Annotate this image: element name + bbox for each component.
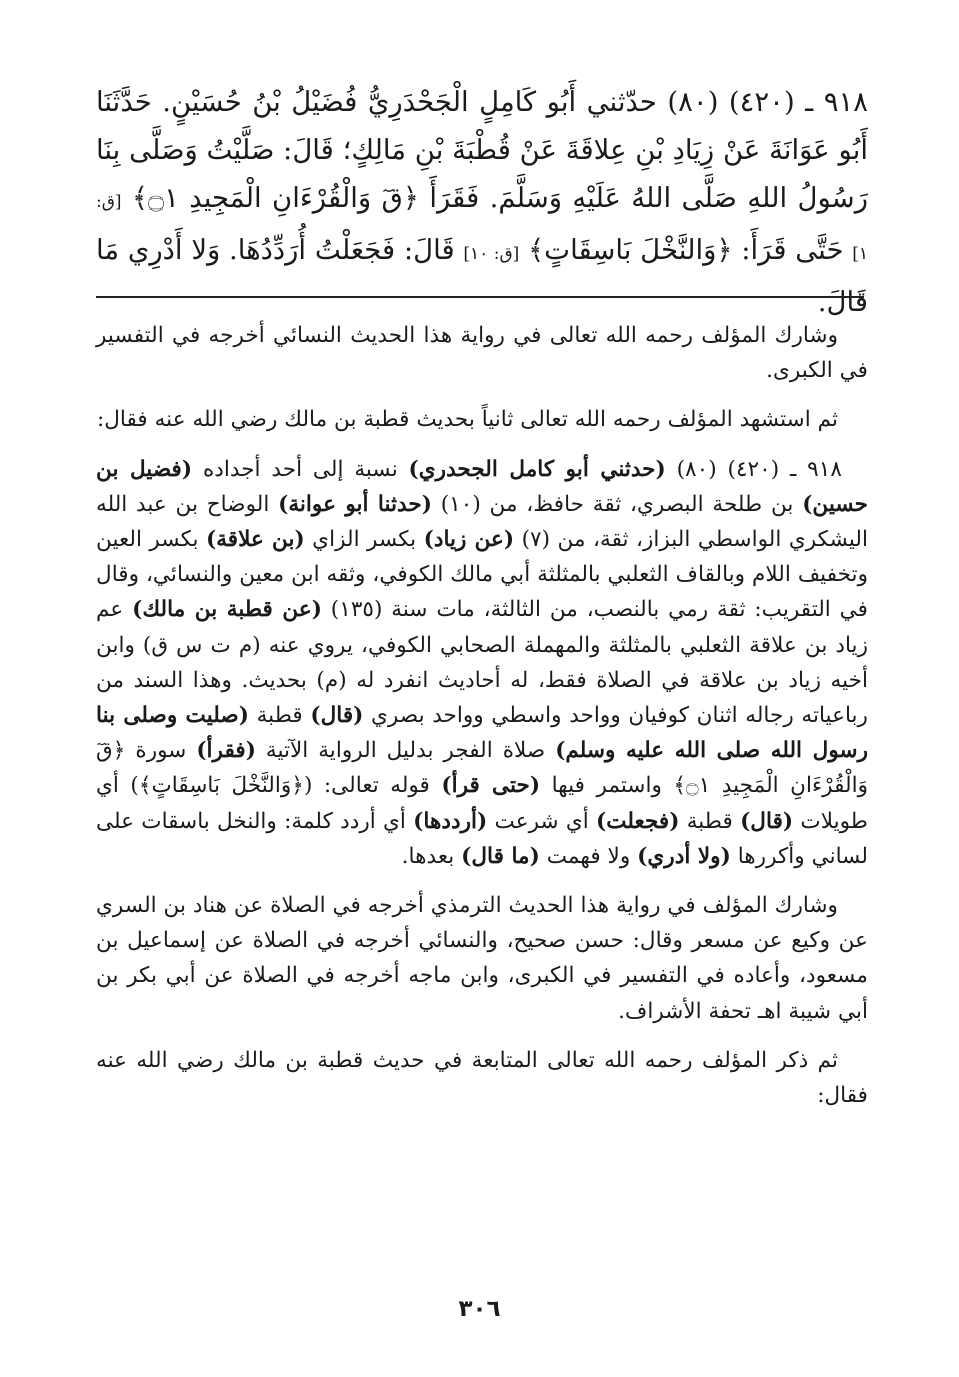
commentary [96,318,868,1127]
bold-term: (فضيل بن حسين) [96,456,869,517]
hadith-chain: حدّثني أَبُو كَامِلٍ الْجَحْدَرِيُّ فُضَيْلُ بْنُ حُسَيْنٍ. حَدَّثَنَا أَبُو عَوَانَةَ عَنْ زِيَادِ بْنِ عِلاقَةَ عَنْ قُطْبَةَ بْنِ مَالِكٍ؛ قَالَ: صَلَّيْتُ وَصَلَّى بِنَا رَسُولُ اللهِ صَلَّى اللهُ عَلَيْهِ وَسَلَّمَ. فَقَرَأَ [96,86,868,214]
text-run: واستمر فيها [551,773,662,799]
text-run: قطبة [256,703,303,729]
bold-term: (فجعلت) [595,808,680,834]
text-run: أي أردد كلمة: والنخل باسقات على لساني وأكررها [96,808,868,869]
quran-quote-1: ﴿قٓ وَالْقُرْءَانِ الْمَجِيدِ ۝١﴾ [131,182,419,214]
text-run: ولا فهمت [546,843,631,869]
text-run: بكسر العين وتخفيف اللام وبالقاف الثعلبي بالمثلثة أبي مالك الكوفي، وثقه ابن معين والنسائي، وقال في التقريب: ثقة رمي بالنصب، من الثالثة، مات سنة (١٣٥) [96,527,868,623]
commentary-paragraph: وشارك المؤلف في رواية هذا الحديث الترمذي أخرجه في الصلاة عن هناد بن السري عن وكيع عن مسعر وقال: حسن صحيح، والنسائي أخرجه في الصلاة عن إسماعيل بن مسعود، وأعاده في التفسير في الكبرى، وابن ماجه أخرجه في الصلاة عن أبي بكر بن أبي شيبة اهـ تحفة الأشراف. [96,893,868,1024]
text-run: أي شرعت [494,808,589,834]
hadith-number: ٩١٨ ـ (٤٢٠) (٨٠) [667,86,868,118]
footnote-separator [96,296,864,298]
text-run: قطبة [686,808,733,834]
bold-term: (ما قال) [461,843,540,869]
bold-term: (أرددها) [413,808,488,834]
quran-ref-2: [ق: ١٠] [463,244,520,264]
commentary-paragraph: ثم ذكر المؤلف رحمه الله تعالى المتابعة في حديث قطبة بن مالك رضي الله عنه فقال: [96,1047,868,1109]
bold-term: (عن زياد) [423,527,515,553]
text-run: صلاة الفجر بدليل الرواية الآتية [265,738,546,764]
bold-term: (حدثني أبو كامل الجحدري) [408,456,666,482]
hadith-ending: قَالَ: فَجَعَلْتُ أُرَدِّدُهَا. وَلا أَدْرِي مَا قَالَ. [96,234,868,318]
bold-term: (قال) [310,703,364,729]
bold-term: (ولا أدري) [637,843,731,869]
bold-term: (عن قطبة بن مالك) [132,597,322,623]
text-run: ٩١٨ ـ (٤٢٠) (٨٠) [676,456,842,482]
text-run: قوله تعالى: [323,773,430,799]
text-run: الوضاح بن عبد الله اليشكري الواسطي البزاز، ثقة، من (٧) [96,491,868,553]
quran-ref-1: [ق: ١] [96,192,868,264]
bold-term: (فقرأ) [196,738,256,764]
text-run: بن طلحة البصري، ثقة حافظ، من (١٠) [440,491,794,517]
bold-term: (قال) [740,808,794,834]
hadith-text [96,78,868,326]
bold-term: (حدثنا أبو عوانة) [278,491,432,517]
text-run: نسبة إلى أحد أجداده [202,456,398,482]
commentary-explanation [96,452,868,874]
text-run: سورة [135,738,187,764]
text-run: أي طويلات [96,773,868,834]
text-run: بكسر الزاي [312,527,417,553]
commentary-paragraph: ثم استشهد المؤلف رحمه الله تعالى ثانياً بحديث قطبة بن مالك رضي الله عنه فقال: [96,407,838,433]
quran-quote-2: ﴿وَالنَّخْلَ بَاسِقَاتٍ﴾ [528,234,733,266]
bold-term: (حتى قرأ) [441,773,541,799]
bold-term: (صليت وصلى بنا رسول الله صلى الله عليه وسلم) [96,703,869,764]
hadith-continuation: حَتَّى قَرَأَ: [741,234,844,266]
page-number: ٣٠٦ [458,1296,501,1322]
quran-quote: (﴿وَالنَّخْلَ بَاسِقَاتٍ﴾) [130,773,313,799]
text-run: عم زياد بن علاقة الثعلبي بالمثلثة والمهملة الصحابي الكوفي، يروي عنه (م ت س ق) وابن أخيه زياد بن علاقة في الصلاة فقط، له أحاديث انفرد له (م) بحديث. وهذا السند من رباعياته رجاله اثنان كوفيان وواحد واسطي وواحد بصري [96,597,868,729]
commentary-paragraph: وشارك المؤلف رحمه الله تعالى في رواية هذا الحديث النسائي أخرجه في التفسير في الكبرى. [96,323,868,384]
text-run: بعدها. [401,843,455,869]
quran-quote: ﴿قٓ وَالْقُرْءَانِ الْمَجِيدِ ۝١﴾ [96,738,869,799]
bold-term: (بن علاقة) [206,527,305,553]
